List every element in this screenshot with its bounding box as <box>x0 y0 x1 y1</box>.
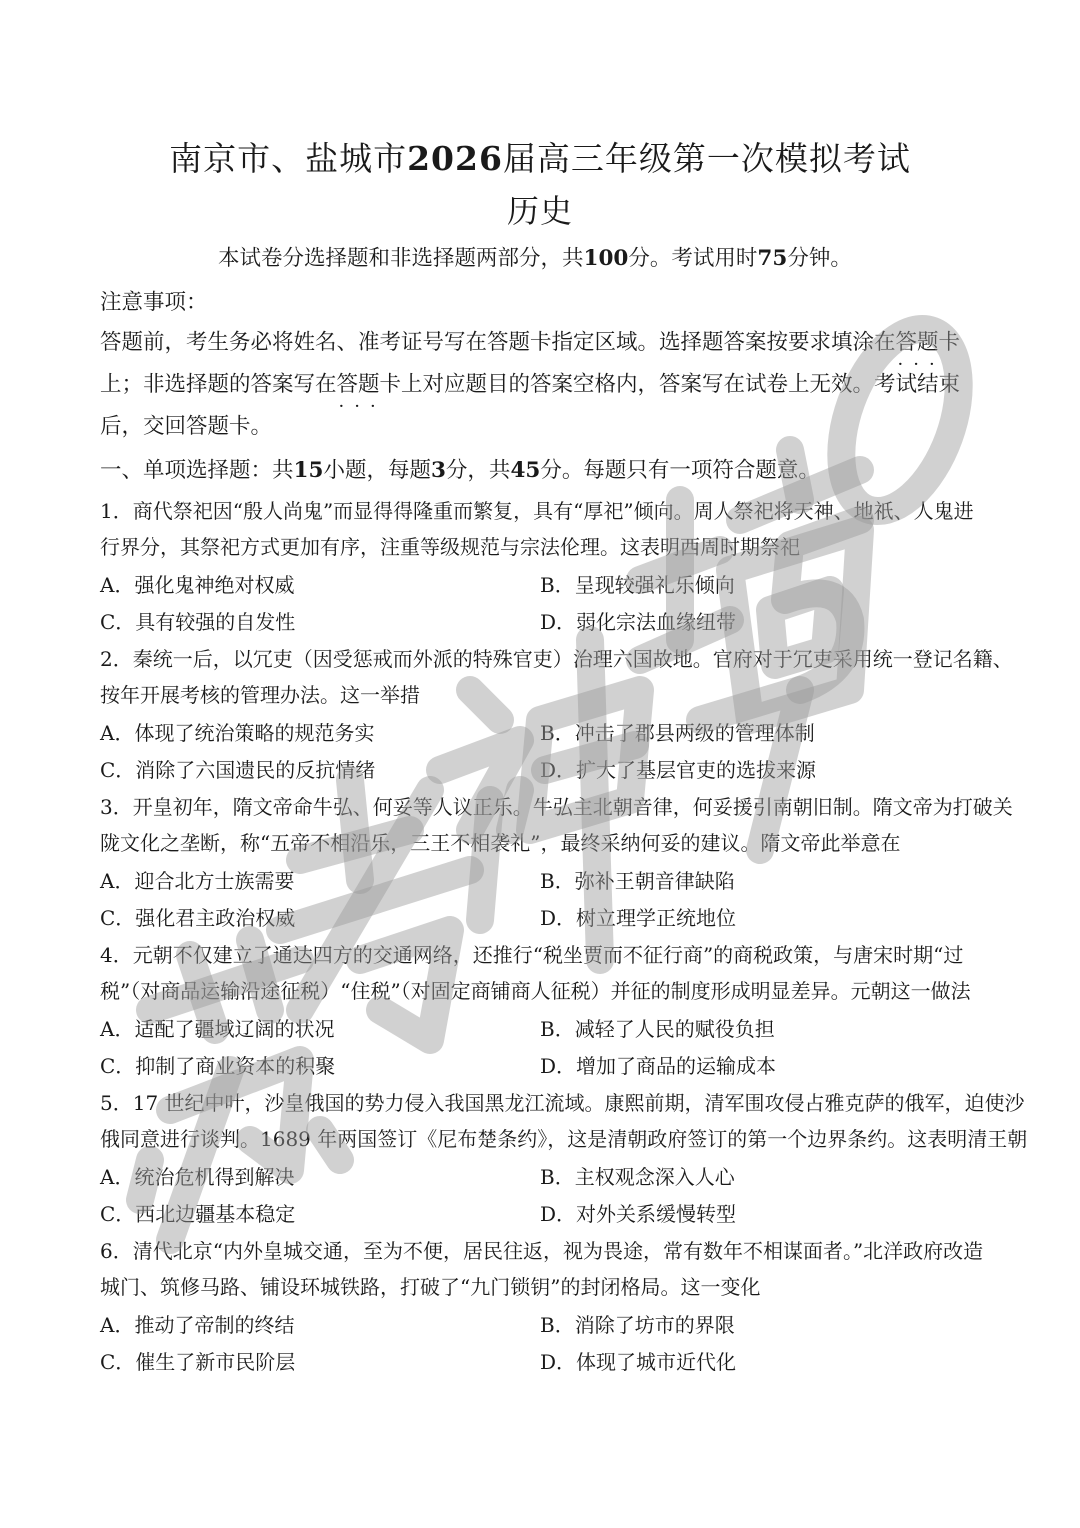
question-2-option-b: B．冲击了郡县两级的管理体制 <box>540 721 815 745</box>
watermark-text <box>0 0 1 1</box>
question-6-option-c: C．催生了新市民阶层 <box>100 1350 296 1374</box>
notice-text-2b: 上对应题目的答案空格内，答案写在试卷上无效。考试结束 <box>401 372 961 397</box>
question-5-option-d: D．对外关系缓慢转型 <box>540 1202 737 1226</box>
question-6-option-d: D．体现了城市近代化 <box>540 1350 737 1374</box>
intro-text-1: 本试卷分选择题和非选择题两部分，共 <box>218 246 584 271</box>
question-3-option-d: D．树立理学正统地位 <box>540 906 737 930</box>
question-4-option-a: A．适配了疆域辽阔的状况 <box>100 1017 335 1041</box>
intro-score: 100 <box>583 246 629 271</box>
exam-subject: 历史 <box>506 192 573 230</box>
question-4-line-1: 4．元朝不仅建立了通达四方的交通网络，还推行“税坐贾而不征行商”的商税政策，与唐宋时期“过 <box>100 943 964 967</box>
question-6-option-a: A．推动了帝制的终结 <box>100 1313 295 1337</box>
section-count: 15 <box>293 458 324 483</box>
notice-line-3: 后，交回答题卡。 <box>100 414 273 439</box>
question-1-option-a: A．强化鬼神绝对权威 <box>100 573 295 597</box>
notice-emphasis-1: 答题卡 ··· <box>896 330 961 355</box>
question-3-option-c: C．强化君主政治权威 <box>100 906 296 930</box>
intro-text-3: 分钟。 <box>787 246 852 271</box>
title-year: 2026 <box>407 139 503 178</box>
question-1-option-d: D．弱化宗法血缘纽带 <box>540 610 737 634</box>
notice-emphasis-2: 答题卡 ··· <box>337 372 402 397</box>
notice-line-1 <box>100 330 985 356</box>
notice-line-2 <box>100 372 985 398</box>
question-4-option-c: C．抑制了商业资本的积聚 <box>100 1054 336 1078</box>
question-6-line-2: 城门、筑修马路、铺设环城铁路，打破了“九门锁钥”的封闭格局。这一变化 <box>100 1275 761 1299</box>
question-4-option-d: D．增加了商品的运输成本 <box>540 1054 777 1078</box>
question-1-option-b: B．呈现较强礼乐倾向 <box>540 573 735 597</box>
question-2-line-1: 2．秦统一后，以冗吏（因受惩戒而外派的特殊官吏）治理六国故地。官府对于冗吏采用统一登记名籍、 <box>100 647 1013 671</box>
question-5-option-a: A．统治危机得到解决 <box>100 1165 295 1189</box>
question-2-line-2: 按年开展考核的管理办法。这一举措 <box>100 683 420 707</box>
title-prefix: 南京市、盐城市 <box>169 139 408 178</box>
notice-text-1: 答题前，考生务必将姓名、准考证号写在答题卡指定区域。选择题答案按要求填涂在 <box>100 330 896 355</box>
question-6-line-1: 6．清代北京“内外皇城交通，至为不便，居民往返，视为畏途，常有数年不相谋面者。”北洋政府改造 <box>100 1239 984 1263</box>
section-text-d: 分。每题只有一项符合题意。 <box>540 458 820 483</box>
intro-text-2: 分。考试用时 <box>628 246 758 271</box>
question-3-line-1: 3．开皇初年，隋文帝命牛弘、何妥等人议正乐。牛弘主北朝音律，何妥援引南朝旧制。隋文帝为打破关 <box>100 795 1013 819</box>
question-1-line-1: 1．商代祭祀因“殷人尚鬼”而显得得隆重而繁复，具有“厚祀”倾向。周人祭祀将天神、地祇、人鬼进 <box>100 499 974 523</box>
section-each: 3 <box>430 458 446 483</box>
question-3-option-a: A．迎合北方士族需要 <box>100 869 295 893</box>
question-6-option-b: B．消除了坊市的界限 <box>540 1313 735 1337</box>
section-text-a: 一、单项选择题：共 <box>100 458 294 483</box>
question-1-option-c: C．具有较强的自发性 <box>100 610 296 634</box>
section-text-b: 小题，每题 <box>323 458 431 483</box>
section-heading <box>100 458 985 484</box>
exam-intro <box>218 246 1080 272</box>
question-3-line-2: 陇文化之垄断，称“五帝不相沿乐，三王不相袭礼”，最终采纳何妥的建议。隋文帝此举意在 <box>100 831 901 855</box>
question-2-option-a: A．体现了统治策略的规范务实 <box>100 721 375 745</box>
exam-title <box>0 133 1080 180</box>
question-2-option-c: C．消除了六国遗民的反抗情绪 <box>100 758 376 782</box>
section-total: 45 <box>510 458 541 483</box>
intro-minutes: 75 <box>757 246 788 271</box>
question-4-line-2: 税”（对商品运输沿途征税）“住税”（对固定商铺商人征税）并征的制度形成明显差异。元朝这一做法 <box>100 979 971 1003</box>
question-5-option-c: C．西北边疆基本稳定 <box>100 1202 296 1226</box>
question-3-option-b: B．弥补王朝音律缺陷 <box>540 869 735 893</box>
title-suffix: 届高三年级第一次模拟考试 <box>502 139 911 178</box>
question-5-line-2: 俄同意进行谈判。1689 年两国签订《尼布楚条约》，这是清朝政府签订的第一个边界条约。这表明清王朝 <box>100 1127 1028 1151</box>
notice-text-2a: 上；非选择题的答案写在 <box>100 372 337 397</box>
section-text-c: 分，共 <box>445 458 511 483</box>
notice-heading: 注意事项： <box>100 290 208 315</box>
question-5-option-b: B．主权观念深入人心 <box>540 1165 735 1189</box>
question-1-line-2: 行界分，其祭祀方式更加有序，注重等级规范与宗法伦理。这表明西周时期祭祀 <box>100 535 800 559</box>
question-4-option-b: B．减轻了人民的赋役负担 <box>540 1017 775 1041</box>
question-2-option-d: D．扩大了基层官吏的选拔来源 <box>540 758 817 782</box>
question-5-line-1: 5．17 世纪中叶，沙皇俄国的势力侵入我国黑龙江流域。康熙前期，清军围攻侵占雅克萨的俄军，迫使沙 <box>100 1091 1025 1115</box>
